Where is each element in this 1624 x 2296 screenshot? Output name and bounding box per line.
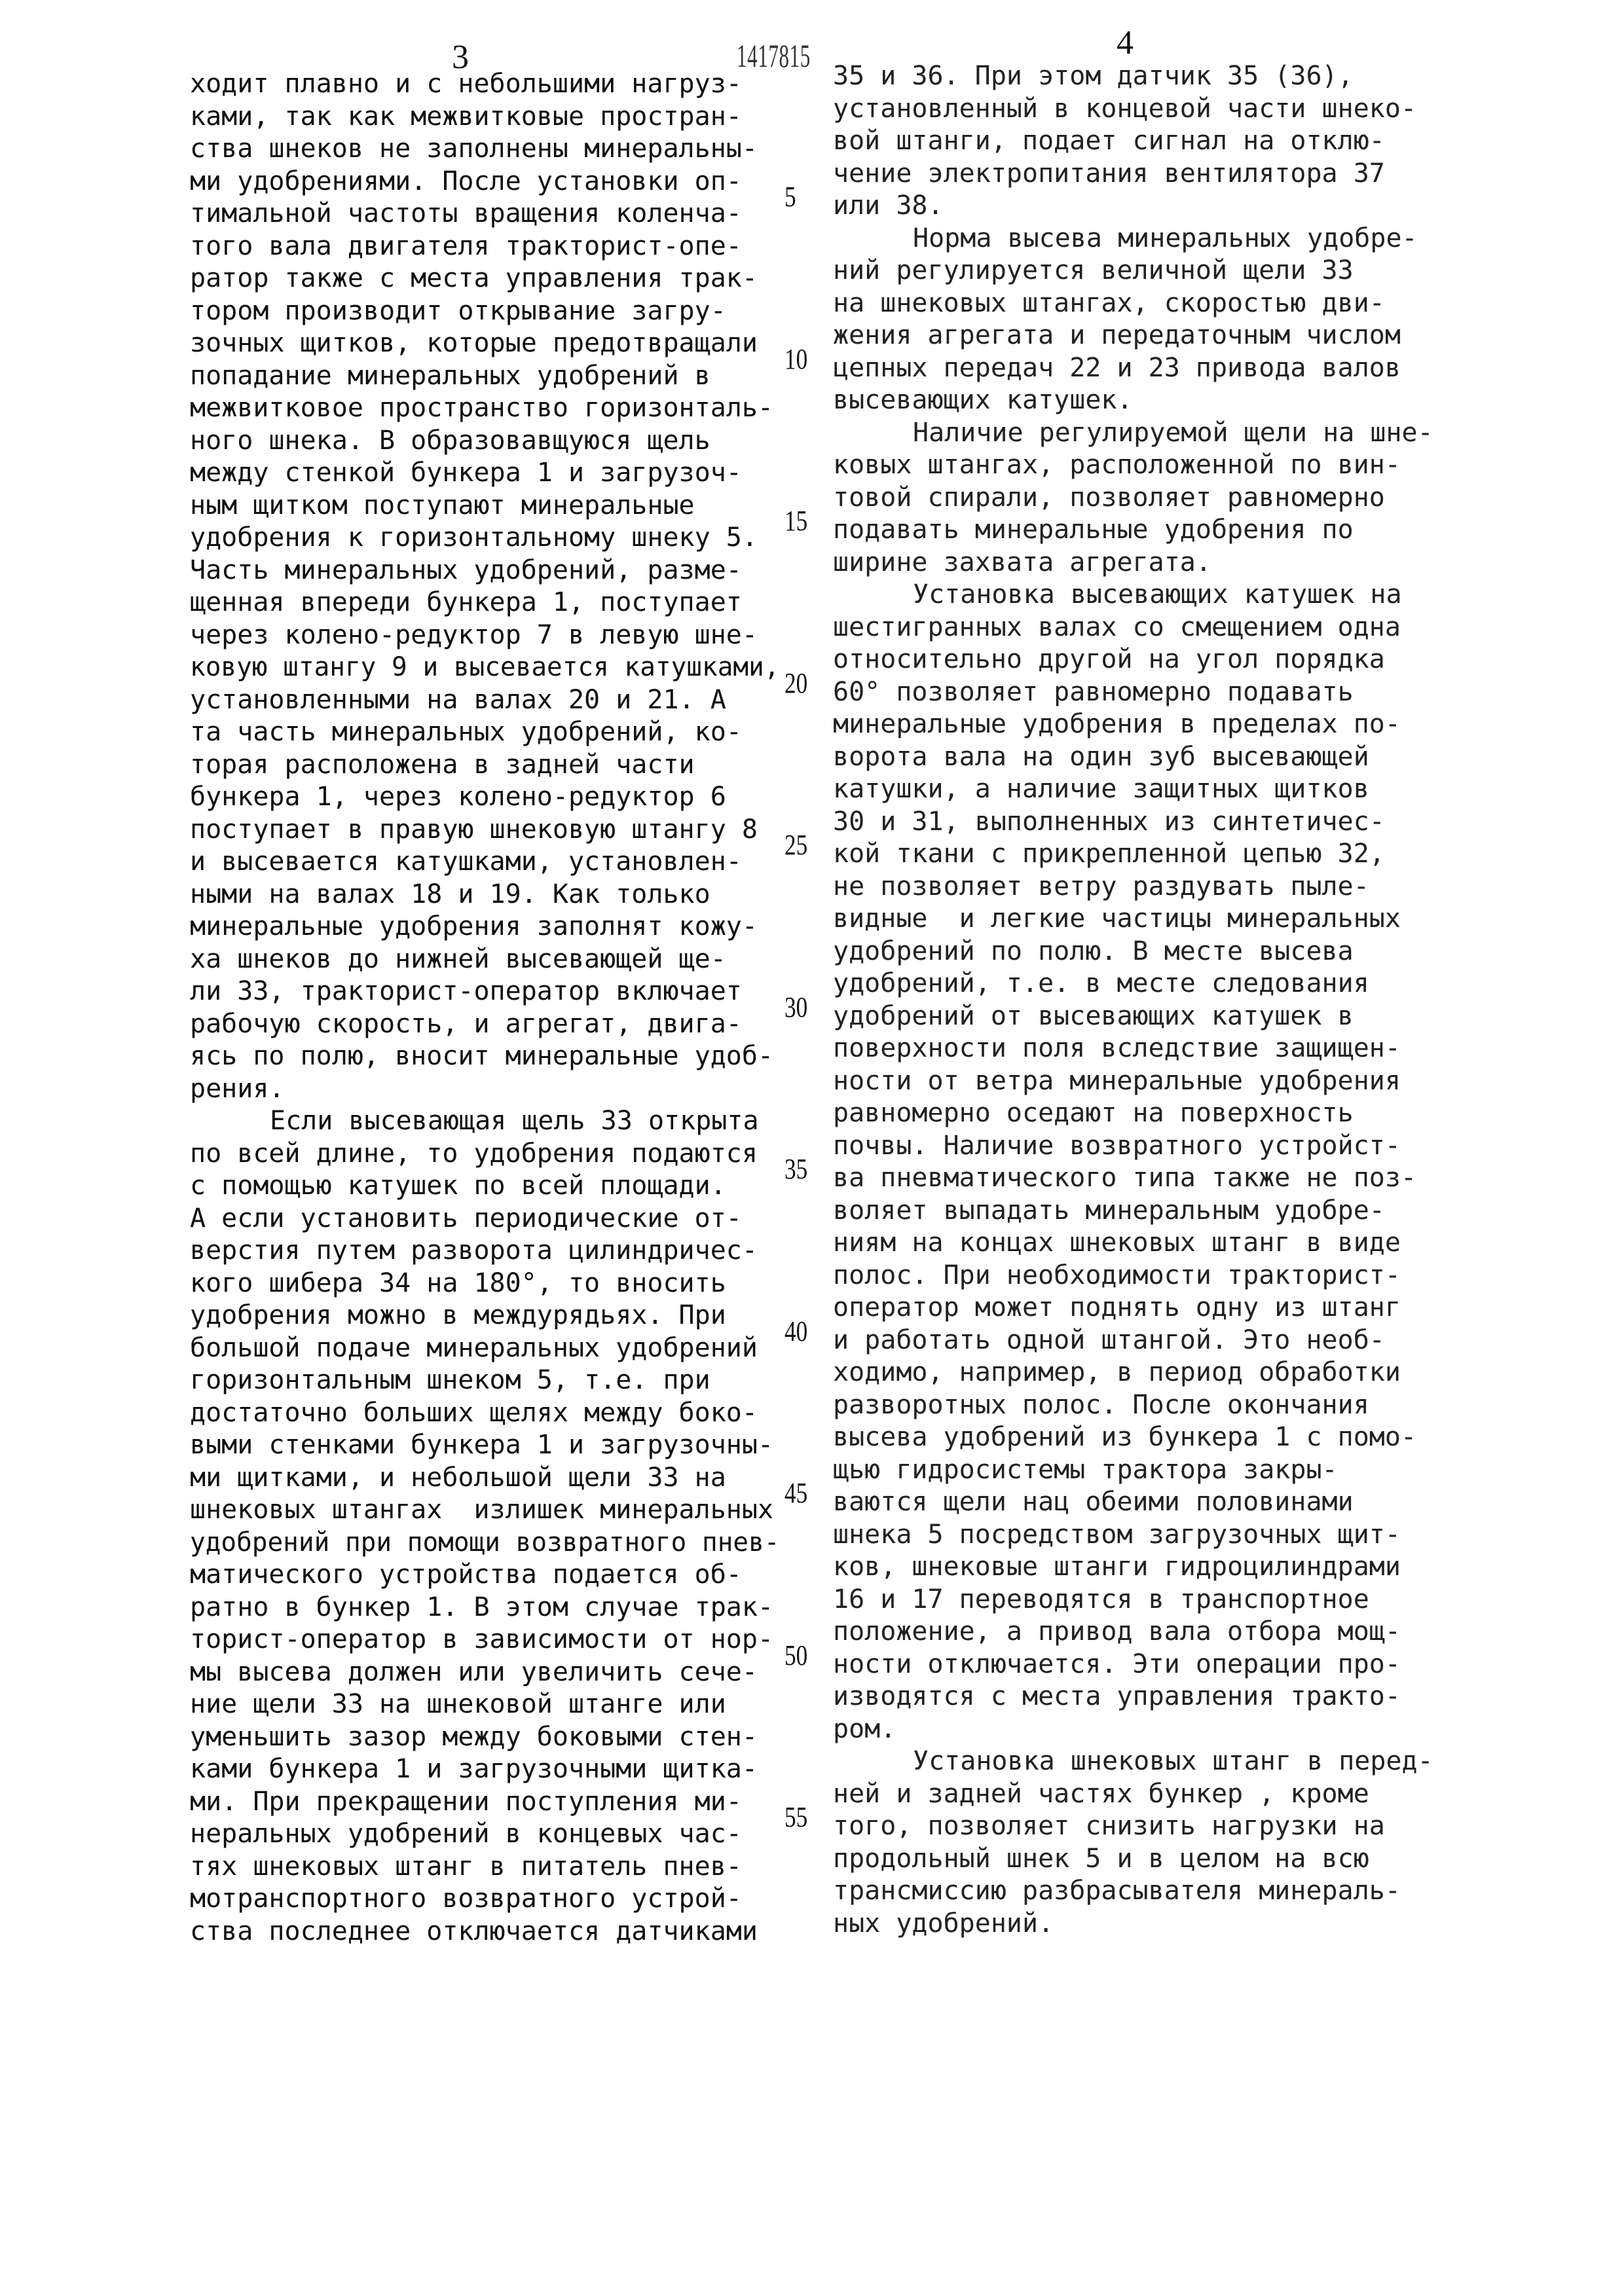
text-line: ние щели 33 на шнековой штанге или — [190, 1688, 726, 1720]
text-line: ками, так как межвитковые простран- — [190, 101, 742, 132]
text-line: А если установить периодические от- — [190, 1203, 742, 1234]
text-line: торист-оператор в зависимости от нор- — [190, 1624, 773, 1655]
text-line: изводятся с места управления тракто- — [833, 1681, 1401, 1712]
text-line: того вала двигателя тракторист-опе- — [190, 230, 742, 262]
text-line: трансмиссию разбрасывателя минераль- — [833, 1875, 1401, 1906]
text-line: шестигранных валах со смещением одна — [833, 611, 1401, 643]
text-line: тимальной частоты вращения коленча- — [190, 198, 742, 229]
text-line: Наличие регулируемой щели на шне- — [833, 417, 1433, 448]
text-line: воляет выпадать минеральным удобре- — [833, 1195, 1385, 1226]
line-number: 10 — [784, 344, 807, 375]
line-number: 15 — [784, 505, 807, 537]
text-line: мотранспортного возвратного устрой- — [190, 1883, 742, 1914]
text-line: матического устройства подается об- — [190, 1559, 742, 1590]
patent-page — [0, 0, 1624, 2296]
patent-number: 1417815 — [737, 39, 811, 72]
text-line: ми удобрениями. После установки оп- — [190, 166, 742, 197]
text-line: по всей длине, то удобрения подаются — [190, 1138, 758, 1169]
page-number-right: 4 — [1116, 26, 1134, 60]
text-line: цепных передач 22 и 23 привода валов — [833, 352, 1401, 384]
text-line: ками бункера 1 и загрузочными щитка- — [190, 1753, 758, 1785]
text-line: горизонтальным шнеком 5, т.е. при — [190, 1364, 710, 1396]
text-line: ного шнека. В образовавщуюся щель — [190, 425, 710, 456]
text-line: равномерно оседают на поверхность — [833, 1097, 1354, 1129]
text-line: ми. При прекращении поступления ми- — [190, 1786, 742, 1817]
text-line: ми щитками, и небольшой щели 33 на — [190, 1462, 726, 1493]
text-line: почвы. Наличие возвратного устройст- — [833, 1130, 1401, 1161]
text-line: минеральные удобрения заполнят кожу- — [190, 911, 758, 942]
text-line: кого шибера 34 на 180°, то вносить — [190, 1267, 726, 1299]
text-line: межвитковое пространство горизонталь- — [190, 392, 773, 424]
text-line: на шнековых штангах, скоростью дви- — [833, 287, 1385, 319]
text-line: уменьшить зазор между боковыми стен- — [190, 1721, 758, 1753]
text-line: вой штанги, подает сигнал на отклю- — [833, 125, 1385, 156]
text-line: установленный в концевой части шнеко- — [833, 93, 1416, 124]
text-line: относительно другой на угол порядка — [833, 644, 1385, 675]
text-line: шнековых штангах излишек минеральных — [190, 1494, 773, 1525]
text-line: оператор может поднять одну из штанг — [833, 1292, 1401, 1323]
text-line: высевающих катушек. — [833, 384, 1133, 416]
line-number-gutter — [784, 0, 824, 2296]
text-line: поверхности поля вследствие защищен- — [833, 1032, 1401, 1064]
text-line: с помощью катушек по всей площади. — [190, 1170, 726, 1201]
text-line: ратно в бункер 1. В этом случае трак- — [190, 1592, 773, 1623]
text-line: ным щитком поступают минеральные — [190, 490, 695, 521]
text-line: ней и задней частях бункер , кроме — [833, 1778, 1369, 1810]
text-line: установленными на валах 20 и 21. А — [190, 684, 726, 716]
line-number: 30 — [784, 992, 807, 1023]
text-line: ратор также с места управления трак- — [190, 263, 758, 294]
text-line: тором производит открывание загру- — [190, 295, 726, 327]
text-line: ширине захвата агрегата. — [833, 547, 1211, 578]
line-number: 5 — [784, 181, 796, 213]
text-line: ства шнеков не заполнены минеральны- — [190, 133, 758, 164]
text-line: рабочую скорость, и агрегат, двига- — [190, 1008, 742, 1040]
text-line: ства последнее отключается датчиками — [190, 1916, 758, 1947]
text-line: верстия путем разворота цилиндричес- — [190, 1235, 758, 1266]
text-line: торая расположена в задней части — [190, 749, 695, 780]
text-line: достаточно больших щелях между боко- — [190, 1397, 758, 1429]
text-line: ходимо, например, в период обработки — [833, 1357, 1401, 1388]
text-line: бункера 1, через колено-редуктор 6 — [190, 781, 726, 812]
text-line: 60° позволяет равномерно подавать — [833, 676, 1354, 708]
line-number: 55 — [784, 1802, 807, 1833]
text-line: ков, шнековые штанги гидроцилиндрами — [833, 1551, 1401, 1582]
text-line: удобрения можно в междурядьях. При — [190, 1300, 726, 1331]
text-line: ковую штангу 9 и высевается катушками, — [190, 651, 779, 683]
text-line: ва пневматического типа также не поз- — [833, 1162, 1416, 1194]
text-line: ковых штангах, расположенной по вин- — [833, 449, 1401, 481]
text-line: зочных щитков, которые предотвращали — [190, 327, 758, 359]
right-column — [833, 0, 1462, 2296]
text-line: и высевается катушками, установлен- — [190, 846, 742, 877]
text-line: через колено-редуктор 7 в левую шне- — [190, 619, 758, 651]
text-line: большой подаче минеральных удобрений — [190, 1332, 758, 1364]
text-line: того, позволяет снизить нагрузки на — [833, 1810, 1385, 1842]
text-line: жения агрегата и передаточным числом — [833, 319, 1401, 351]
text-line: не позволяет ветру раздувать пыле- — [833, 871, 1369, 902]
text-line: ром. — [833, 1713, 896, 1745]
text-line: катушки, а наличие защитных щитков — [833, 773, 1369, 805]
text-line: Если высевающая щель 33 открыта — [190, 1105, 759, 1137]
text-line: полос. При необходимости тракторист- — [833, 1260, 1401, 1291]
line-number: 40 — [784, 1316, 807, 1347]
text-line: 30 и 31, выполненных из синтетичес- — [833, 806, 1385, 837]
text-line: ваются щели нац обеими половинами — [833, 1486, 1354, 1518]
text-line: тях шнековых штанг в питатель пнев- — [190, 1851, 742, 1882]
text-line: подавать минеральные удобрения по — [833, 514, 1354, 545]
text-line: ходит плавно и с небольшими нагруз- — [190, 68, 742, 100]
text-line: удобрения к горизонтальному шнеку 5. — [190, 522, 758, 553]
text-line: щенная впереди бункера 1, поступает — [190, 587, 742, 618]
text-line: 35 и 36. При этом датчик 35 (36), — [833, 60, 1354, 92]
text-line: Установка шнековых штанг в перед- — [833, 1745, 1433, 1777]
text-line: удобрений от высевающих катушек в — [833, 1000, 1354, 1032]
text-line: ными на валах 18 и 19. Как только — [190, 879, 710, 910]
text-line: или 38. — [833, 190, 944, 221]
text-line: товой спирали, позволяет равномерно — [833, 482, 1385, 513]
text-line: ности от ветра минеральные удобрения — [833, 1065, 1401, 1097]
line-number: 20 — [784, 668, 807, 699]
text-line: Часть минеральных удобрений, разме- — [190, 555, 742, 586]
text-line: разворотных полос. После окончания — [833, 1389, 1369, 1421]
text-line: удобрений, т.е. в месте следования — [833, 968, 1369, 999]
text-line: поступает в правую шнековую штангу 8 — [190, 814, 758, 845]
text-line: высева удобрений из бункера 1 с помо- — [833, 1421, 1416, 1453]
line-number: 45 — [784, 1478, 807, 1509]
page-number-left: 3 — [452, 41, 469, 75]
line-number: 50 — [784, 1640, 807, 1671]
line-number: 25 — [784, 829, 807, 861]
text-line: щью гидросистемы трактора закры- — [833, 1454, 1338, 1485]
text-line: 16 и 17 переводятся в транспортное — [833, 1584, 1369, 1615]
text-line: ворота вала на один зуб высевающей — [833, 741, 1369, 773]
text-line: и работать одной штангой. Это необ- — [833, 1324, 1385, 1356]
text-line: неральных удобрений в концевых час- — [190, 1818, 742, 1850]
text-line: ли 33, тракторист-оператор включает — [190, 975, 742, 1007]
text-line: выми стенками бункера 1 и загрузочны- — [190, 1429, 773, 1461]
line-number: 35 — [784, 1154, 807, 1185]
text-line: ний регулируется величной щели 33 — [833, 255, 1354, 286]
text-line: ясь по полю, вносит минеральные удоб- — [190, 1040, 773, 1072]
text-line: положение, а привод вала отбора мощ- — [833, 1616, 1401, 1647]
text-line: кой ткани с прикрепленной цепью 32, — [833, 838, 1385, 869]
text-line: попадание минеральных удобрений в — [190, 360, 710, 392]
text-line: рения. — [190, 1073, 285, 1104]
text-line: Установка высевающих катушек на — [833, 579, 1402, 610]
text-line: ности отключается. Эти операции про- — [833, 1649, 1401, 1680]
left-column — [190, 0, 779, 2296]
text-line: удобрений по полю. В месте высева — [833, 936, 1354, 967]
text-line: между стенкой бункера 1 и загрузоч- — [190, 457, 742, 488]
text-line: мы высева должен или увеличить сече- — [190, 1656, 758, 1688]
text-line: минеральные удобрения в пределах по- — [833, 708, 1401, 740]
text-line: продольный шнек 5 и в целом на всю — [833, 1843, 1369, 1874]
text-line: шнека 5 посредством загрузочных щит- — [833, 1519, 1401, 1550]
text-line: Норма высева минеральных удобре- — [833, 223, 1418, 254]
text-line: ниям на концах шнековых штанг в виде — [833, 1227, 1401, 1258]
text-line: ных удобрений. — [833, 1908, 1054, 1939]
text-line: удобрений при помощи возвратного пнев- — [190, 1527, 779, 1558]
text-line: ха шнеков до нижней высевающей ще- — [190, 943, 726, 975]
text-line: видные и легкие частицы минеральных — [833, 903, 1401, 934]
text-line: чение электропитания вентилятора 37 — [833, 158, 1385, 189]
text-line: та часть минеральных удобрений, ко- — [190, 716, 742, 748]
